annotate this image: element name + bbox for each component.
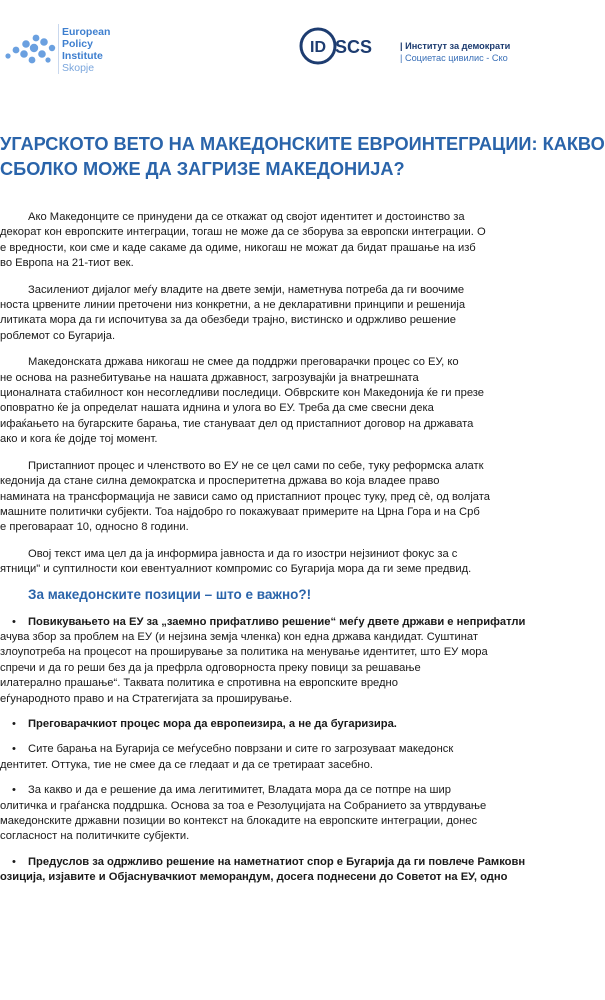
paragraph-2: Засилениот дијалог меѓу владите на двете земји, наметнува потреба да ги воочиме носта црвените линии преточени низ конкретни, а не декларативни принципи и решенија литиката мора да ги испочитува за да обезбеди трајно, вистинско и одржливо решение роблемот со Бугарија. [0,283,466,342]
paragraph-1: Ако Македонците се принудени да се откажат од својот идентитет и достоинство за декорат кон европските интеграции, тогаш не може да се зборува за европски интеграции. О е вредности, кои сме и каде сакаме да одиме, никогаш не можат да бидат прашање на изб во Европа на 21-тиот век. [0,211,486,270]
section-heading: За македонските позиции – што е важно?! [28,586,312,602]
bullet-item: • Преговарачкиот процес мора да европеизира, а не да бугаризира. [0,717,508,732]
bullet-icon: • [12,855,16,868]
bullet-icon: • [12,784,16,797]
bullet-item: • Повикувањето на ЕУ за „заемно прифатливо решение“ меѓу двете држави е неприфатли ачува збор за проблем на ЕУ (и нејзина земја членка) кон една држава кандидат. Суштинат злоупотреба на процесот на проширување за политика на менување идентитет, што ЕУ мора спречи и да го реши без да ја префрла одговорноста преку повици за решавање илатерално прашање“. Таквата политика е спротивна на европските вредно еѓународното право и на Стратегијата за проширување. [0,615,526,705]
paragraph-3: Македонската држава никогаш не смее да поддржи преговарачки процес со ЕУ, ко не основа на разнебитување на нашата државност, загрозувајќи ја внатрешната ционалната стабилност кон несогледливи последици. Обврските кон Македонија ќе ги презе оповратно ќе ја определат нашата иднина и улога во ЕУ. Треба да сме свесни дека ифаќањето на бугарските барања, тие стануваат дел од пристапниот договор на државата ако и кога ќе дојде тој момент. [0,356,485,446]
bullet-item: • Сите барања на Бугарија се меѓусебно поврзани и сите го загрозуваат македонск дентитет. Оттука, тие не смее да се гледаат и да се третираат засебно. [0,743,454,771]
bullet-icon: • [12,615,16,628]
bullet-item: • За какво и да е решение да има легитимитет, Владата мора да се потпре на шир олитичка и граѓанска поддршка. Основа за тоа е Резолуцијата на Собранието за утврдување македонските државни позиции во контекст на блокадите на европските интеграции, донес согласност на политичките субјекти. [0,784,487,843]
bullet-item: • Предуслов за одржливо решение на наметнатиот спор е Бугарија да ги повлече Рамковн озиција, изјавите и Објаснувачкиот меморандум, досега поднесени до Советот на ЕУ, одно [0,855,526,884]
bullet-icon: • [12,717,16,730]
title-line: СБОЛКО МОЖЕ ДА ЗАГРИЗЕ МАКЕДОНИЈА? [0,159,405,179]
svg-text:SCS: SCS [335,37,373,57]
document-body [0,210,526,896]
epi-logo-text: European Policy Institute Skopje [62,26,111,74]
page-title [0,132,605,182]
idscs-logo-text: | Институт за демократи | Социетас цивилис - Ско [400,41,511,63]
title-line: УГАРСКОТО ВЕТО НА МАКЕДОНСКИТЕ ЕВРОИНТЕГРАЦИИ: КАКВО [0,134,605,154]
paragraph-4: Пристапниот процес и членството во ЕУ не се цел сами по себе, туку реформска алатк кедонија да стане силна демократска и просперитетна држава во која владее право намината на трансформација не зависи само од пристапниот процес туку, пред сè, од волјата машните политички субјекти. Тоа најдобро го покажуваат примерите на Црна Гора и на Срб е преговараат 10, односно 8 години. [0,459,490,534]
svg-text:ID: ID [310,39,326,56]
bullet-icon: • [12,743,16,756]
paragraph-5: Овој текст има цел да ја информира јавноста и да го изостри нејзиниот фокус за с ятници" и суптилности кои евентуалниот компромис со Бугарија мора да ги земе предвид. [0,547,472,576]
